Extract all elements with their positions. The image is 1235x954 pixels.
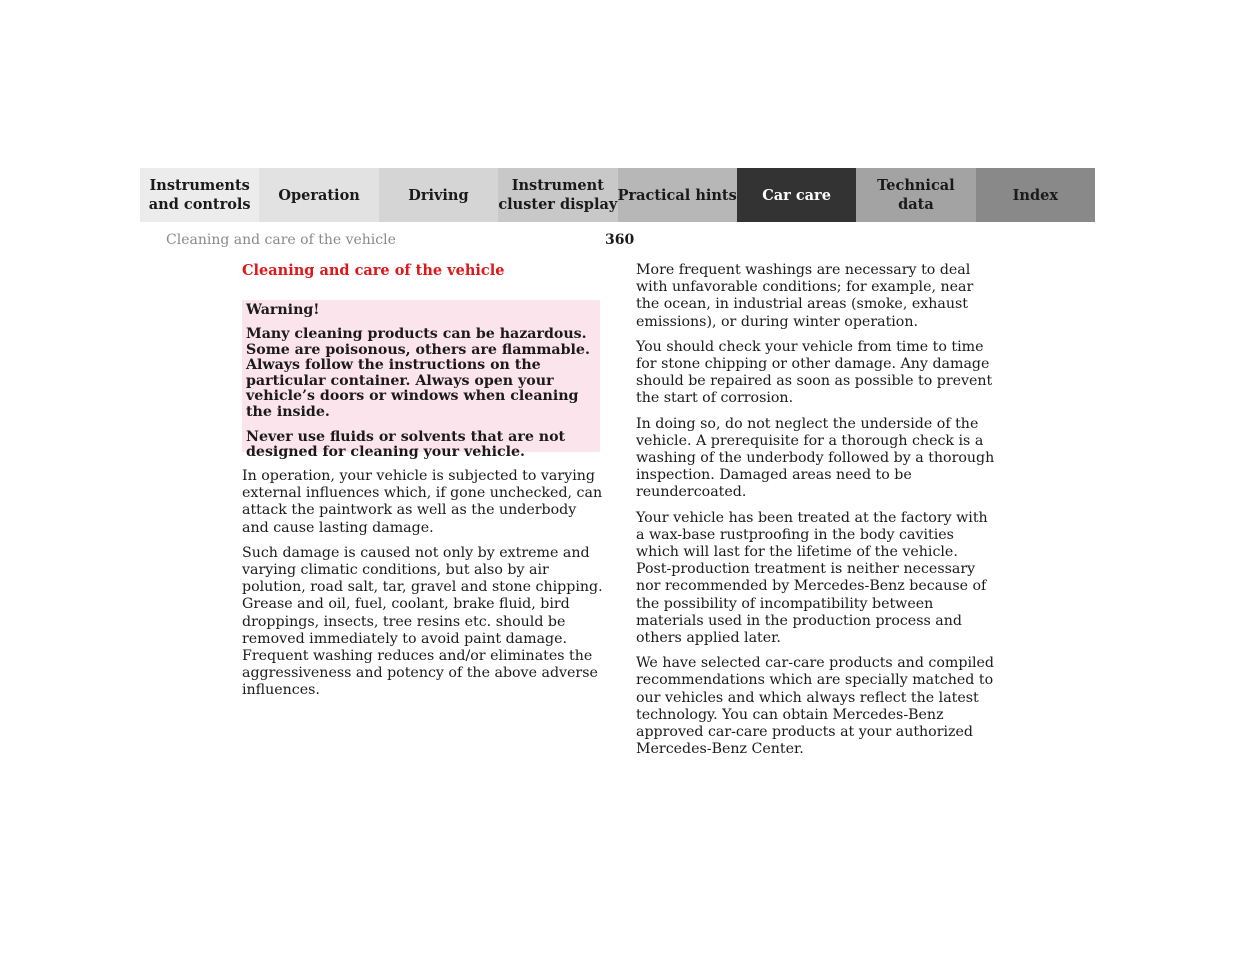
- warning-title: Warning!: [246, 302, 320, 318]
- tab-instruments-and-controls[interactable]: Instruments and controls: [140, 168, 259, 222]
- running-header: Cleaning and care of the vehicle: [166, 232, 396, 248]
- tab-car-care[interactable]: Car care: [737, 168, 856, 222]
- tab-index[interactable]: Index: [976, 168, 1095, 222]
- section-title: Cleaning and care of the vehicle: [242, 262, 505, 279]
- warning-box: [242, 300, 600, 461]
- tab-technical-data[interactable]: Technical data: [856, 168, 975, 222]
- tab-operation[interactable]: Operation: [259, 168, 378, 222]
- warning-paragraph: Never use fluids or solvents that are not designed for cleaning your vehicle.: [246, 428, 566, 461]
- tab-practical-hints[interactable]: Practical hints: [618, 168, 737, 222]
- page-number: 360: [605, 232, 635, 248]
- warning-paragraph: Many cleaning products can be hazardous. Some are poisonous, others are flammable. Always follow the instructions on the particular container. Always open your vehicle’s doors or windows when cleaning the inside.: [246, 326, 590, 420]
- body-paragraph: In operation, your vehicle is subjected to varying external influences which, if gone unchecked, can attack the paintwork as well as the underbody and cause lasting damage.: [242, 468, 603, 536]
- body-paragraph: Your vehicle has been treated at the factory with a wax-base rustproofing in the body cavities which will last for the lifetime of the vehicle. Post-production treatment is neither necessary nor recommended by Mercedes-Benz because of the possibility of incompatibility between materials used in the production process and others applied later.: [636, 509, 988, 647]
- chapter-tab-bar: [140, 168, 1095, 222]
- body-paragraph: We have selected car-care products and compiled recommendations which are specially matched to our vehicles and which always reflect the latest technology. You can obtain Mercedes-Benz approved car-care products at your authorized Mercedes-Benz Center.: [636, 655, 994, 758]
- body-paragraph: You should check your vehicle from time to time for stone chipping or other damage. Any damage should be repaired as soon as possible to prevent the start of corrosion.: [636, 338, 993, 407]
- tab-driving[interactable]: Driving: [379, 168, 498, 222]
- tab-instrument-cluster-display[interactable]: Instrument cluster display: [498, 168, 617, 222]
- body-paragraph: In doing so, do not neglect the underside of the vehicle. A prerequisite for a thorough check is a washing of the underbody followed by a thorough inspection. Damaged areas need to be reundercoated.: [636, 415, 995, 501]
- right-column: [636, 262, 996, 766]
- body-paragraph: More frequent washings are necessary to deal with unfavorable conditions; for example, near the ocean, in industrial areas (smoke, exhaust emissions), or during winter operation.: [636, 262, 974, 330]
- left-column: [242, 468, 604, 708]
- body-paragraph: Such damage is caused not only by extreme and varying climatic conditions, but also by air polution, road salt, tar, gravel and stone chipping. Grease and oil, fuel, coolant, brake fluid, bird droppings, insects, tree resins etc. should be removed immediately to avoid paint damage. Frequent washing reduces and/or eliminates the aggressiveness and potency of the above adverse influences.: [242, 544, 603, 699]
